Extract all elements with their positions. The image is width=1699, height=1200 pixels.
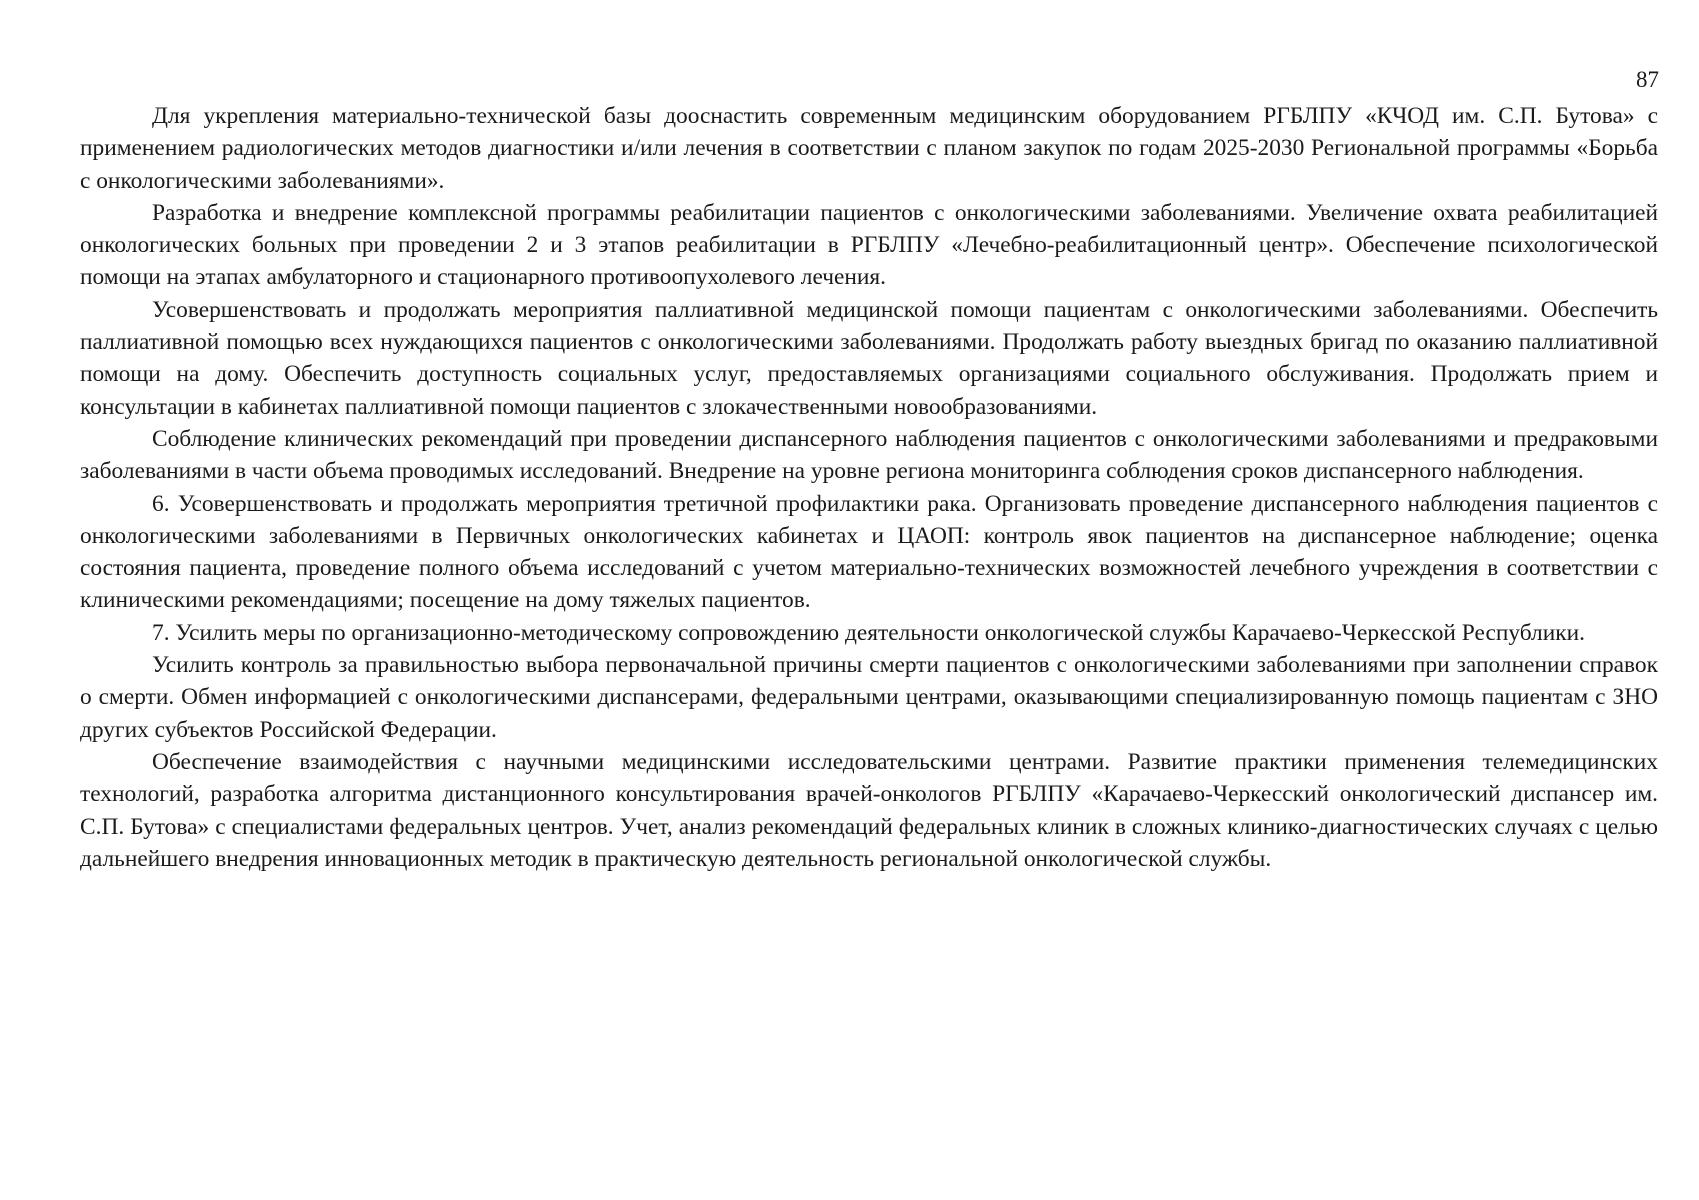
paragraph-telemedicine: Обеспечение взаимодействия с научными медицинскими исследовательскими центрами. Развитие практики применения телемедицинских технологий, разработка алгоритма дистанционного консультирования врачей-онкологов РГБЛПУ «Карачаево-Черкесский онкологический диспансер им. С.П. Бутова» с специалистами федеральных центров. Учет, анализ рекомендаций федеральных клиник в сложных клинико-диагностических случаях с целью дальнейшего внедрения инновационных методик в практическую деятельность региональной онкологической службы. [80, 748, 1658, 872]
paragraph-equipment: Для укрепления материально-технической базы дооснастить современным медицинским оборудованием РГБЛПУ «КЧОД им. С.П. Бутова» с применением радиологических методов диагностики и/или лечения в соответствии с планом закупок по годам 2025-2030 Региональной программы «Борьба с онкологическими заболеваниями». [80, 103, 1658, 194]
paragraph-palliative-care: Усовершенствовать и продолжать мероприятия паллиативной медицинской помощи пациентам с онкологическими заболеваниями. Обеспечить паллиативной помощью всех нуждающихся пациентов с онкологическими заболеваниями. Продолжать работу выездных бригад по оказанию паллиативной помощи на дому. Обеспечить доступность социальных услуг, предоставляемых организациями социального обслуживания. Продолжать прием и консультации в кабинетах паллиативной помощи пациентов с злокачественными новообразованиями. [80, 296, 1658, 420]
page-number: 87 [1636, 67, 1659, 92]
paragraph-death-cause-control: Усилить контроль за правильностью выбора первоначальной причины смерти пациентов с онкологическими заболеваниями при заполнении справок о смерти. Обмен информацией с онкологическими диспансерами, федеральными центрами, оказывающими специализированную помощь пациентам с ЗНО других субъектов Российской Федерации. [80, 652, 1658, 743]
body-text [80, 100, 1658, 875]
paragraph-clinical-guidelines: Соблюдение клинических рекомендаций при проведении диспансерного наблюдения пациентов с онкологическими заболеваниями и предраковыми заболеваниями в части объема проводимых исследований. Внедрение на уровне региона мониторинга соблюдения сроков диспансерного наблюдения. [80, 425, 1658, 485]
paragraph-tertiary-prevention: 6. Усовершенствовать и продолжать мероприятия третичной профилактики рака. Организовать проведение диспансерного наблюдения пациентов с онкологическими заболеваниями в Первичных онкологических кабинетах и ЦАОП: контроль явок пациентов на диспансерное наблюдение; оценка состояния пациента, проведение полного объема исследований с учетом материально-технических возможностей лечебного учреждения в соответствии с клиническими рекомендациями; посещение на дому тяжелых пациентов. [80, 490, 1658, 614]
paragraph-rehabilitation: Разработка и внедрение комплексной программы реабилитации пациентов с онкологическими заболеваниями. Увеличение охвата реабилитацией онкологических больных при проведении 2 и 3 этапов реабилитации в РГБЛПУ «Лечебно-реабилитационный центр». Обеспечение психологической помощи на этапах амбулаторного и стационарного противоопухолевого лечения. [80, 199, 1658, 291]
paragraph-methodical-support: 7. Усилить меры по организационно-методическому сопровождению деятельности онкологической службы Карачаево-Черкесской Республики. [152, 619, 1585, 646]
